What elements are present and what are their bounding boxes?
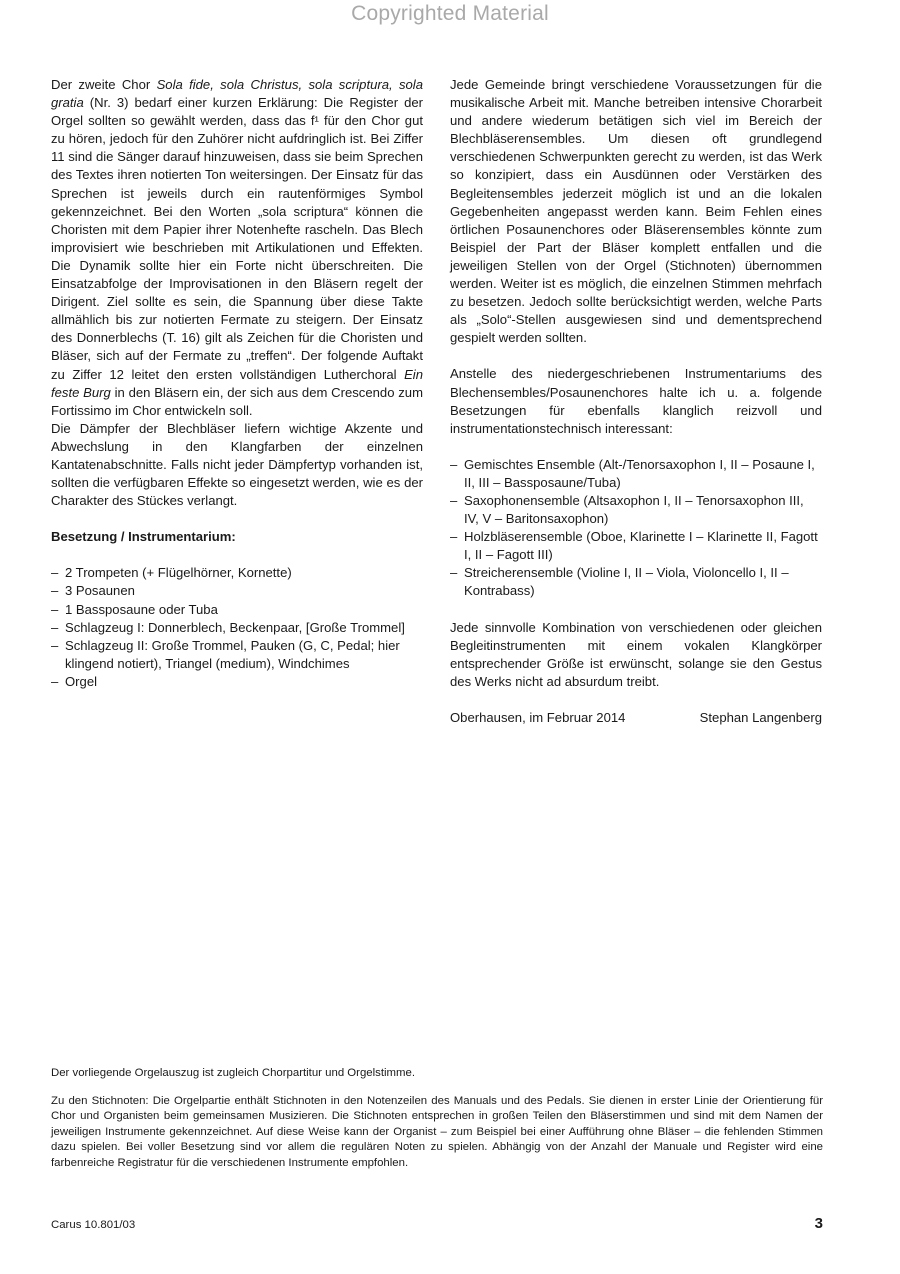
signature-line (450, 709, 822, 727)
scoring-list (51, 564, 423, 691)
list-item: – 3 Posaunen (51, 582, 423, 600)
paragraph-alternatives: Anstelle des niedergeschriebenen Instrumentariums des Blechensembles/Posaunenchores halte ich u. a. folgende Besetzungen für ebenfalls klanglich reizvoll und instrumentationstechnisch interessant: (450, 366, 822, 436)
intro-part: (Nr. 3) bedarf einer kurzen Erklärung: Die Register der Orgel sollten so gewählt werden, dass das f¹ für den Chor gut zu hören, jedoch für den Zuhörer nicht aufdringlich ist. Bei Ziffer 11 sind die Sänger darauf hinzuweisen, dass sie beim Sprechen des Textes ihren notierten Ton weitersingen. Der Einsatz für das Sprechen ist jeweils durch ein rautenförmiges Symbol gekennzeichnet. Bei den Worten „sola scriptura“ können die Choristen mit dem Papier ihrer Notenhefte rascheln. Das Blech improvisiert wie beschrieben mit Artikulationen und Effekten. Die Dynamik sollte hier ein Forte nicht überschreiten. Die Einsatzabfolge der Improvisationen in den Bläsern regelt der Dirigent. Ziel sollte es sein, die Spannung über diese Takte allmählich bis zur notierten Fermate zu steigern. Der Einsatz des Donnerblechs (T. 16) gilt als Zeichen für die Choristen und Bläser, sich auf der Fermate zu „treffen“. Der folgende Auftakt zu Ziffer 12 leitet den ersten vollständigen Lutherchoral (51, 95, 423, 382)
footer-note-text: Der vorliegende Orgelauszug ist zugleich Chorpartitur und Orgelstimme. (51, 1067, 416, 1079)
publisher-code: Carus 10.801/03 (51, 1219, 136, 1231)
paragraph-combination: Jede sinnvolle Kombination von verschiedenen oder gleichen Begleitinstrumenten mit einem vokalen Klangkörper entsprechender Größe ist erwünscht, solange sie den Gestus des Werks nicht ad absurdum treibt. (450, 619, 822, 689)
list-item: – Holzbläserensemble (Oboe, Klarinette I – Klarinette II, Fagott I, II – Fagott III) (450, 528, 822, 564)
page-number: 3 (814, 1215, 823, 1232)
footer-note-text: Zu den Stichnoten: Die Orgelpartie enthält Stichnoten in den Notenzeilen des Manuals und des Pedals. Sie dienen in erster Linie der Orientierung für Chor und Organisten beim gemeinsamen Musizieren. Die Stichnoten entsprechen in großen Teilen den Bläserstimmen und sind mit dem Namen der jeweiligen Instrumente gekennzeichnet. Auf diese Weise kann der Organist – zum Beispiel bei einer Aufführung ohne Bläser – die fehlenden Stimmen dazu spielen. Bei voller Besetzung sind vor allem die regulären Noten zu spielen. Abhängig von der Anzahl der Manuale und Register wird eine farbenreiche Registratur für die verschiedenen Instrumente empfohlen. (51, 1095, 823, 1169)
intro-part-italic: Sola fide, sola Christus, sola scriptura, sola gratia (51, 77, 423, 111)
list-item: – Saxophonensemble (Altsaxophon I, II – Tenorsaxophon III, IV, V – Baritonsaxophon) (450, 492, 822, 528)
author-name: Stephan Langenberg (699, 709, 822, 725)
mutes-paragraph: Die Dämpfer der Blechbläser liefern wichtige Akzente und Abwechslung in den Klangfarben der einzelnen Kantatenabschnitte. Falls nicht jeder Dämpfertyp vorhanden ist, sollten die verfügbaren Effekte so eingesetzt werden, wie es der Charakter des Stückes verlangt. (51, 420, 423, 509)
intro-part: in den Bläsern ein, der sich aus dem Crescendo zum Fortissimo im Chor entwickeln soll. (51, 384, 423, 418)
footer-note-2 (51, 1094, 823, 1171)
intro-part: Der zweite Chor (51, 77, 157, 92)
paragraph-community: Jede Gemeinde bringt verschiedene Voraussetzungen für die musikalische Arbeit mit. Manche betreiben intensive Chorarbeit und andere wiederum betätigen sich viel im Bereich der Blechbläserensembles. Um diesen oft grundlegend verschiedenen Schwerpunkten gerecht zu werden, ist das Werk so konzipiert, dass ein Ausdünnen oder Verstärken des Begleitensembles jederzeit möglich ist und an die lokalen Gegebenheiten angepasst werden kann. Beim Fehlen eines örtlichen Posaunenchores oder Bläserensembles könnte zum Beispiel der Part der Bläser komplett entfallen und die jeweiligen Stellen von der Orgel (Stichnoten) übernommen werden. Weiter ist es möglich, die einzelnen Stimmen mehrfach zu besetzen. Jedoch sollte berücksichtigt werden, welche Parts als „Solo“-Stellen ausgewiesen sind und dementsprechend gespielt werden sollten. (450, 77, 822, 346)
right-column (450, 76, 822, 727)
footer-note-1 (51, 1066, 823, 1081)
list-item: – Gemischtes Ensemble (Alt-/Tenorsaxophon I, II – Posaune I, II, III – Bassposaune/Tuba) (450, 456, 822, 492)
watermark-text: Copyrighted Material (351, 2, 549, 25)
scoring-heading: Besetzung / Instrumentarium: (51, 529, 236, 545)
list-item: – Streicherensemble (Violine I, II – Viola, Violoncello I, II – Kontrabass) (450, 564, 822, 600)
ensemble-list (450, 456, 822, 601)
page-info (51, 1215, 823, 1232)
intro-paragraph (51, 76, 423, 420)
list-item: – Schlagzeug I: Donnerblech, Beckenpaar, [Große Trommel] (51, 619, 423, 637)
place-date: Oberhausen, im Februar 2014 (450, 709, 626, 725)
list-item: – Schlagzeug II: Große Trommel, Pauken (G, C, Pedal; hier klingend notiert), Triangel (medium), Windchimes (51, 637, 423, 673)
list-item: – 2 Trompeten (+ Flügelhörner, Kornette) (51, 564, 423, 582)
intro-part-italic: Ein feste Burg (51, 366, 423, 400)
list-item: – 1 Bassposaune oder Tuba (51, 601, 423, 619)
left-column (51, 76, 423, 691)
list-item: – Orgel (51, 673, 423, 691)
